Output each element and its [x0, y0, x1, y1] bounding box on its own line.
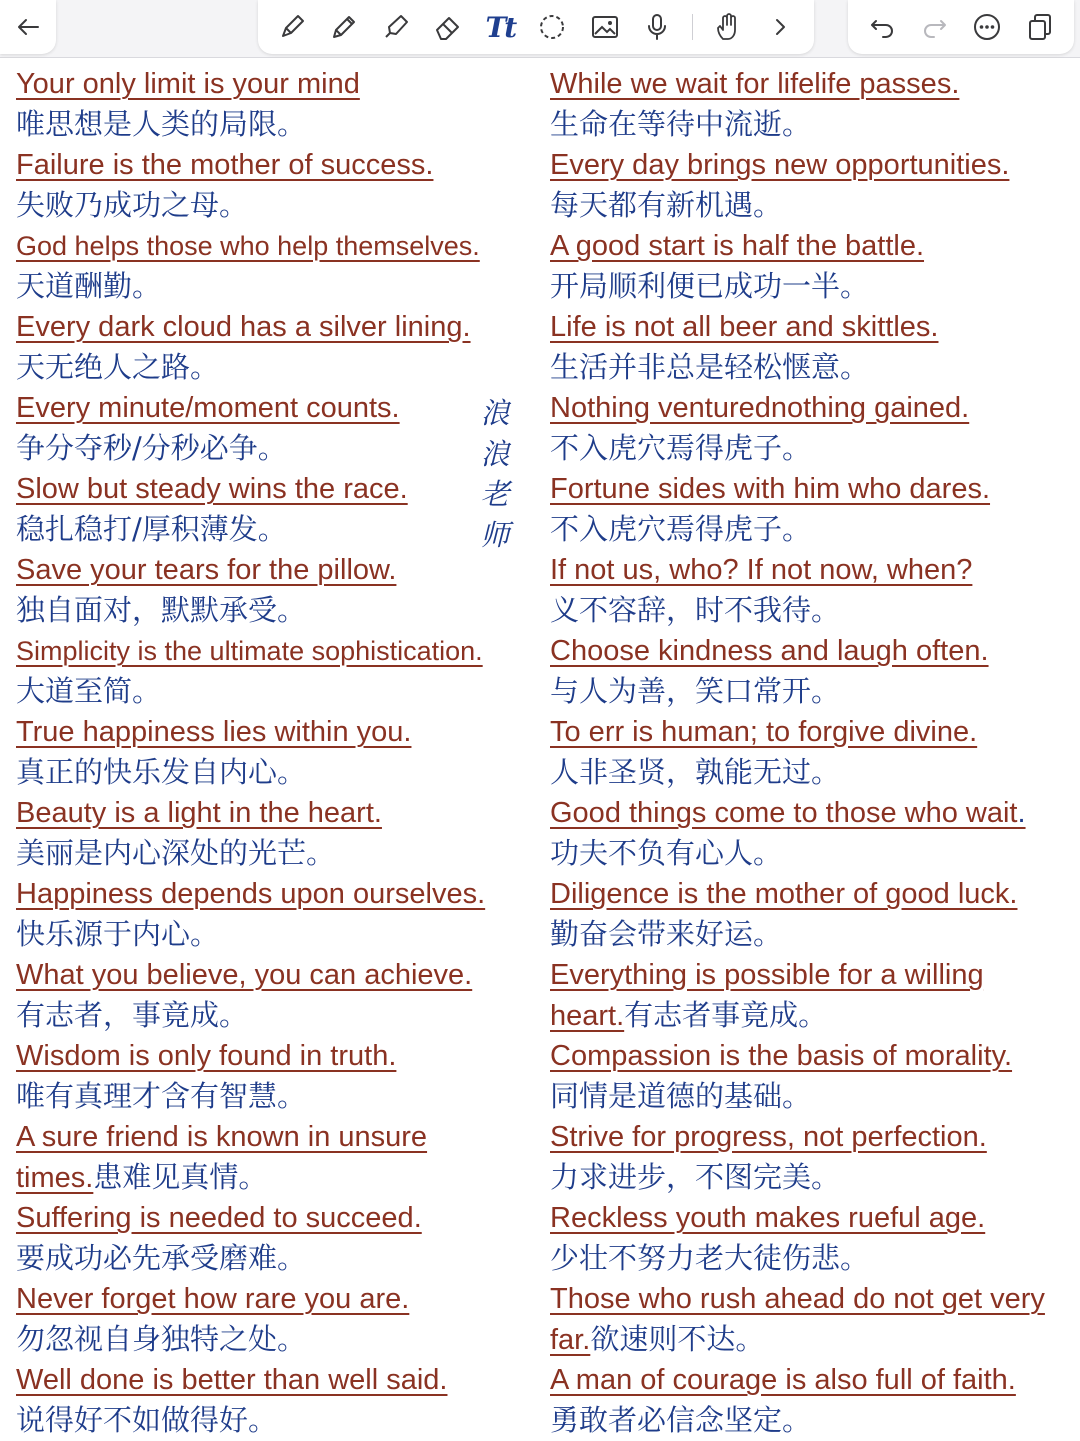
english-quote: Diligence is the mother of good luck. — [550, 878, 1018, 910]
toolbar-separator — [692, 14, 693, 40]
english-quote: If not us, who? If not now, when? — [550, 554, 973, 586]
english-quote: A good start is half the battle. — [550, 230, 925, 262]
english-quote: Life is not all beer and skittles. — [550, 311, 939, 343]
undo-icon[interactable] — [865, 10, 899, 44]
more-icon[interactable] — [970, 10, 1004, 44]
english-quote: Suffering is needed to succeed. — [16, 1202, 422, 1234]
english-quote: Slow but steady wins the race. — [16, 473, 408, 505]
watermark-char: 师 — [480, 517, 510, 552]
chevron-right-icon[interactable] — [763, 10, 797, 44]
quote-entry — [550, 1279, 1080, 1360]
english-quote: A sure friend is known in unsure — [16, 1121, 428, 1153]
chinese-translation: 不入虎穴焉得虎子。 — [550, 512, 812, 546]
chinese-translation: 天无绝人之路。 — [16, 350, 220, 384]
english-quote: Compassion is the basis of morality. — [550, 1040, 1013, 1072]
chinese-translation: 说得好不如做得好。 — [16, 1403, 278, 1437]
chinese-translation: 力求进步，不图完美。 — [550, 1160, 841, 1194]
chinese-translation: 勿忽视自身独特之处。 — [16, 1322, 307, 1356]
chinese-translation: 勤奋会带来好运。 — [550, 917, 783, 951]
quote-entry — [16, 307, 556, 388]
english-quote: Choose kindness and laugh often. — [550, 635, 989, 667]
quote-entry — [550, 631, 1080, 712]
english-quote: Never forget how rare you are. — [16, 1283, 410, 1315]
chinese-translation: 生命在等待中流逝。 — [550, 107, 812, 141]
quote-entry — [16, 469, 556, 550]
eraser-icon[interactable] — [431, 10, 465, 44]
chinese-translation: 美丽是内心深处的光芒。 — [16, 836, 336, 870]
back-arrow-icon[interactable] — [11, 10, 45, 44]
english-quote: While we wait for lifelife passes. — [550, 68, 960, 100]
english-quote: Those who rush ahead do not get very — [550, 1283, 1045, 1315]
english-quote: A man of courage is also full of faith. — [550, 1364, 1016, 1396]
quote-entry — [16, 388, 556, 469]
chinese-translation: 少壮不努力老大徒伤悲。 — [550, 1241, 870, 1275]
quote-entry — [16, 1036, 556, 1117]
english-quote: Wisdom is only found in truth. — [16, 1040, 397, 1072]
chinese-translation: 生活并非总是轻松惬意。 — [550, 350, 870, 384]
left-quote-column — [16, 64, 556, 1441]
quote-entry — [16, 1198, 556, 1279]
image-icon[interactable] — [588, 10, 622, 44]
right-quote-column — [550, 64, 1080, 1441]
chinese-translation: 勇敢者必信念坚定。 — [550, 1403, 812, 1437]
chinese-translation: 要成功必先承受磨难。 — [16, 1241, 307, 1275]
english-quote-continuation: heart. — [550, 1000, 625, 1032]
quote-entry — [16, 226, 556, 307]
chinese-translation — [550, 1319, 764, 1360]
tool-group — [258, 0, 814, 54]
quote-entry — [550, 1198, 1080, 1279]
chinese-translation: 独自面对，默默承受。 — [16, 593, 307, 627]
english-quote: Save your tears for the pillow. — [16, 554, 397, 586]
chinese-translation: 人非圣贤，孰能无过。 — [550, 755, 841, 789]
chinese-translation: 每天都有新机遇。 — [550, 188, 783, 222]
top-toolbar — [0, 0, 1080, 58]
chinese-translation: 稳扎稳打/厚积薄发。 — [16, 512, 287, 546]
english-quote: Beauty is a light in the heart. — [16, 797, 382, 829]
chinese-translation: 开局顺利便已成功一半。 — [550, 269, 870, 303]
hand-gesture-icon[interactable] — [711, 10, 745, 44]
chinese-translation: 天道酬勤。 — [16, 269, 162, 303]
lasso-icon[interactable] — [535, 10, 569, 44]
action-group — [848, 0, 1074, 54]
chinese-text: 患难见真情。 — [93, 1160, 268, 1194]
english-quote: Happiness depends upon ourselves. — [16, 878, 486, 910]
chinese-translation: 义不容辞，时不我待。 — [550, 593, 841, 627]
quote-entry — [550, 712, 1080, 793]
chinese-translation: 与人为善，笑口常开。 — [550, 674, 841, 708]
text-tool-icon[interactable]: Tt — [485, 10, 516, 44]
quote-entry — [16, 631, 556, 712]
english-quote: Strive for progress, not perfection. — [550, 1121, 987, 1153]
english-quote: Fortune sides with him who dares. — [550, 473, 991, 505]
quote-entry — [550, 469, 1080, 550]
english-quote: Everything is possible for a willing — [550, 959, 984, 991]
chinese-translation: 真正的快乐发自内心。 — [16, 755, 307, 789]
quote-entry — [550, 1117, 1080, 1198]
quote-entry — [550, 145, 1080, 226]
english-quote-text: Good things come to those who wait — [550, 797, 1018, 829]
chinese-translation — [550, 995, 827, 1036]
quote-entry — [550, 1360, 1080, 1441]
english-quote: Every dark cloud has a silver lining. — [16, 311, 471, 343]
english-quote: Failure is the mother of success. — [16, 149, 434, 181]
quote-entry — [16, 712, 556, 793]
english-quote: Simplicity is the ultimate sophistication. — [16, 636, 483, 666]
author-watermark — [478, 393, 512, 555]
chinese-translation: 唯思想是人类的局限。 — [16, 107, 307, 141]
english-quote: To err is human; to forgive divine. — [550, 716, 978, 748]
quote-entry — [16, 145, 556, 226]
quote-entry — [550, 955, 1080, 1036]
quote-entry — [550, 226, 1080, 307]
chinese-translation: 不入虎穴焉得虎子。 — [550, 431, 812, 465]
pencil-icon[interactable] — [327, 10, 361, 44]
english-quote: Your only limit is your mind — [16, 68, 360, 100]
quote-entry — [16, 1117, 556, 1198]
pen-icon[interactable] — [275, 10, 309, 44]
quote-entry — [550, 874, 1080, 955]
quote-entry — [16, 550, 556, 631]
watermark-char: 老 — [480, 477, 510, 511]
chinese-translation: 功夫不负有心人。 — [550, 836, 783, 870]
quote-entry — [550, 793, 1080, 874]
quote-entry — [550, 388, 1080, 469]
quote-entry — [16, 955, 556, 1036]
chinese-translation: 快乐源于内心。 — [16, 917, 220, 951]
quote-entry — [16, 793, 556, 874]
english-quote — [550, 793, 1026, 833]
quote-entry — [16, 1360, 556, 1441]
quote-entry — [16, 1279, 556, 1360]
chinese-text: 欲速则不达。 — [590, 1322, 765, 1356]
microphone-icon[interactable] — [640, 10, 674, 44]
trailing-period: . — [1017, 797, 1026, 829]
english-quote-continuation: far. — [550, 1324, 591, 1356]
quote-entry — [550, 307, 1080, 388]
english-quote: True happiness lies within you. — [16, 716, 412, 748]
back-group — [0, 0, 56, 54]
quote-entry — [16, 874, 556, 955]
chinese-translation: 失败乃成功之母。 — [16, 188, 249, 222]
chinese-translation: 唯有真理才含有智慧。 — [16, 1079, 307, 1113]
quote-entry — [550, 550, 1080, 631]
pages-icon[interactable] — [1023, 10, 1057, 44]
english-quote: Every day brings new opportunities. — [550, 149, 1010, 181]
highlighter-icon[interactable] — [379, 10, 413, 44]
chinese-translation: 有志者，事竟成。 — [16, 998, 249, 1032]
chinese-translation: 大道至简。 — [16, 674, 162, 708]
watermark-char: 浪 — [480, 396, 510, 430]
toolbar-divider — [0, 57, 1080, 58]
quote-entry — [550, 64, 1080, 145]
chinese-translation: 争分夺秒/分秒必争。 — [16, 431, 287, 465]
chinese-translation — [16, 1157, 267, 1198]
english-quote-continuation: times. — [16, 1162, 94, 1194]
chinese-text: 有志者事竟成。 — [624, 998, 828, 1032]
watermark-char: 浪 — [480, 436, 510, 471]
redo-icon[interactable] — [918, 10, 952, 44]
english-quote: Well done is better than well said. — [16, 1364, 448, 1396]
english-quote: God helps those who help themselves. — [16, 231, 480, 261]
english-quote: Every minute/moment counts. — [16, 392, 400, 424]
english-quote: Nothing venturednothing gained. — [550, 392, 970, 424]
english-quote: What you believe, you can achieve. — [16, 959, 473, 991]
chinese-translation: 同情是道德的基础。 — [550, 1079, 812, 1113]
quote-entry — [550, 1036, 1080, 1117]
quote-entry — [16, 64, 556, 145]
english-quote: Reckless youth makes rueful age. — [550, 1202, 986, 1234]
